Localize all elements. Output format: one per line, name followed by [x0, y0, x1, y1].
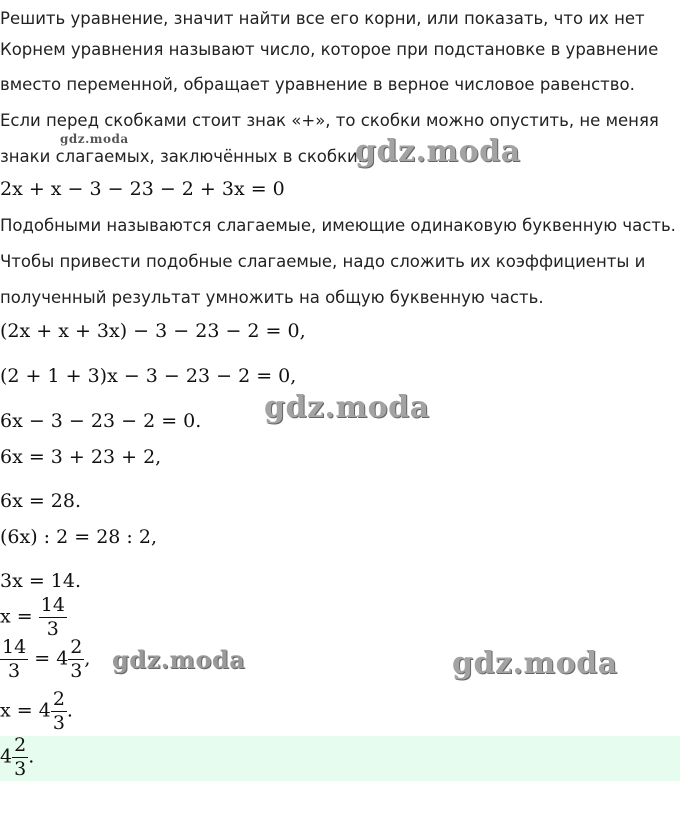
equation-2: (2x + x + 3x) − 3 − 23 − 2 = 0,	[0, 320, 306, 342]
equation-7: (6x) : 2 = 28 : 2,	[0, 526, 157, 548]
equation-10-mid: = 4	[34, 647, 69, 670]
text-line-4: Если перед скобками стоит знак «+», то скобки можно опустить, не меняя	[0, 111, 659, 130]
text-line-8: полученный результат умножить на общую буквенную часть.	[0, 288, 544, 307]
equation-4: 6x − 3 − 23 − 2 = 0.	[0, 410, 202, 432]
answer-box	[0, 736, 680, 781]
fraction-numerator: 14	[2, 636, 27, 658]
fraction-denominator: 3	[14, 758, 27, 780]
equation-11	[0, 690, 73, 733]
text-line-5: знаки слагаемых, заключённых в скобки.	[0, 147, 364, 166]
text-line-3: вместо переменной, обращает уравнение в верное числовое равенство.	[0, 75, 635, 94]
text-line-1: Решить уравнение, значит найти все его корни, или показать, что их нет	[0, 9, 645, 28]
fraction	[68, 638, 84, 681]
equation-6: 6x = 28.	[0, 490, 82, 512]
equation-3: (2 + 1 + 3)x − 3 − 23 − 2 = 0,	[0, 365, 297, 387]
text-line-7: Чтобы привести подобные слагаемые, надо сложить их коэффициенты и	[0, 252, 646, 271]
equation-10-tail: ,	[84, 647, 91, 670]
equation-8: 3x = 14.	[0, 570, 82, 592]
fraction-numerator: 2	[70, 636, 83, 658]
text-line-6: Подобными называются слагаемые, имеющие одинаковую буквенную часть.	[0, 216, 676, 235]
watermark: gdz.moda	[452, 646, 618, 681]
fraction-denominator: 3	[8, 660, 21, 682]
answer-whole: 4	[0, 745, 13, 768]
fraction-denominator: 3	[70, 660, 83, 682]
fraction	[0, 638, 28, 681]
fraction-numerator: 2	[14, 734, 27, 756]
fraction-denominator: 3	[46, 618, 59, 640]
fraction-numerator: 14	[40, 594, 65, 616]
equation-5: 6x = 3 + 23 + 2,	[0, 446, 162, 468]
watermark: gdz.moda	[355, 134, 521, 169]
text-line-2: Корнем уравнения называют число, которое при подстановке в уравнение	[0, 40, 659, 59]
equation-9	[0, 596, 67, 639]
watermark: gdz.moda	[112, 645, 246, 674]
fraction	[51, 690, 67, 733]
fraction	[39, 596, 67, 639]
equation-1: 2x + x − 3 − 23 − 2 + 3x = 0	[0, 178, 285, 200]
fraction-numerator: 2	[52, 688, 65, 710]
equation-10	[0, 638, 90, 681]
watermark-small: gdz.moda	[60, 132, 129, 146]
equation-9-lhs: x =	[0, 605, 33, 628]
equation-11-tail: .	[66, 699, 73, 722]
answer-tail: .	[28, 745, 35, 768]
fraction-denominator: 3	[52, 712, 65, 734]
fraction	[12, 736, 28, 779]
watermark: gdz.moda	[264, 390, 430, 425]
answer	[0, 736, 34, 779]
equation-11-lhs: x = 4	[0, 699, 51, 722]
